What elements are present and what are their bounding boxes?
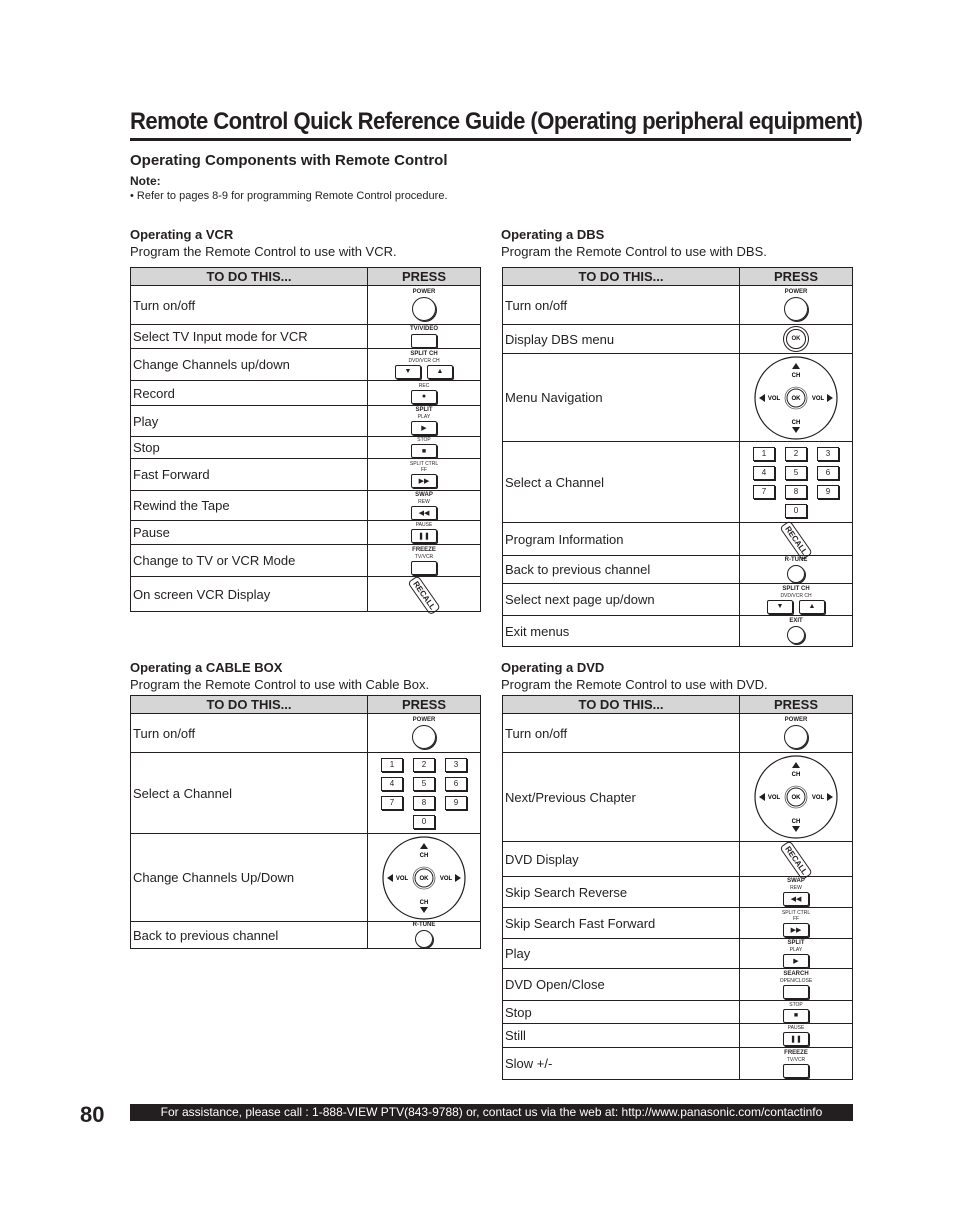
r-tune-button-icon	[787, 565, 805, 583]
section-heading: Operating Components with Remote Control	[130, 152, 448, 169]
button-sublabel: FF	[420, 467, 428, 473]
button-label: SWAP	[787, 878, 805, 884]
power-button-icon	[412, 725, 436, 749]
num-3-button-icon: 3	[445, 758, 467, 772]
play-button-icon: ▶	[411, 421, 437, 435]
vol-label: VOL	[811, 795, 825, 801]
num-3-button-icon: 3	[817, 447, 839, 461]
vol-label: VOL	[811, 395, 825, 402]
dbs-section	[501, 227, 853, 260]
stop-button-icon: ■	[411, 444, 437, 458]
rewind-button-icon: ◀◀	[783, 892, 809, 906]
table-cell: Select TV Input mode for VCR	[131, 325, 368, 349]
table-cell: Select a Channel	[503, 442, 740, 523]
number-pad	[381, 758, 467, 829]
button-label: R-TUNE	[784, 556, 808, 563]
vol-label: VOL	[439, 875, 453, 882]
num-8-button-icon: 8	[785, 485, 807, 499]
button-sublabel: FF	[792, 915, 800, 922]
button-label: POWER	[784, 717, 808, 723]
table-cell: Skip Search Fast Forward	[503, 908, 740, 939]
table-cell: Slow +/-	[503, 1048, 740, 1080]
open-close-button-icon	[783, 985, 809, 999]
button-sublabel: REC	[418, 382, 430, 389]
button-sublabel: TV/VCR	[414, 553, 434, 560]
dvd-table	[502, 695, 853, 1080]
ch-up-button-icon: ▲	[427, 365, 453, 379]
ch-label: CH	[419, 852, 429, 859]
power-button-icon	[412, 297, 436, 321]
table-cell: Exit menus	[503, 616, 740, 647]
button-label: SEARCH	[783, 970, 809, 977]
todo-header: TO DO THIS...	[131, 696, 368, 714]
dvd-desc: Program the Remote Control to use with DVD.	[501, 677, 768, 692]
todo-header: TO DO THIS...	[503, 268, 740, 286]
ok-button-icon: OK	[786, 329, 806, 349]
footer-assistance: For assistance, please call : 1-888-VIEW PTV(843-9788) or, contact us via the web at: http://www.panasonic.com/contactinfo	[130, 1104, 853, 1121]
ok-label: OK	[791, 795, 801, 801]
num-5-button-icon: 5	[413, 777, 435, 791]
num-6-button-icon: 6	[445, 777, 467, 791]
table-cell: Turn on/off	[131, 714, 368, 753]
button-sublabel: SPLIT CTRL	[409, 461, 439, 467]
num-2-button-icon: 2	[785, 447, 807, 461]
vcr-table	[130, 267, 481, 612]
button-label: POWER	[412, 717, 436, 723]
button-label: FREEZE	[412, 546, 436, 553]
button-label: EXIT	[789, 618, 803, 624]
press-header: PRESS	[740, 696, 853, 714]
stop-button-icon: ■	[783, 1009, 809, 1023]
button-sublabel: REW	[418, 498, 430, 505]
r-tune-button-icon	[415, 930, 433, 948]
table-cell: Stop	[131, 437, 368, 459]
cable-section	[130, 660, 482, 693]
ch-down-button-icon: ▼	[395, 365, 421, 379]
page-down-button-icon: ▼	[767, 600, 793, 614]
button-label: SWAP	[415, 491, 433, 498]
num-1-button-icon: 1	[753, 447, 775, 461]
press-header: PRESS	[740, 268, 853, 286]
num-2-button-icon: 2	[413, 758, 435, 772]
table-cell: Stop	[503, 1001, 740, 1024]
num-0-button-icon: 0	[413, 815, 435, 829]
cable-desc: Program the Remote Control to use with Cable Box.	[130, 677, 430, 692]
navigation-dial-icon	[381, 835, 467, 921]
recall-button-icon: RECALL	[779, 520, 813, 561]
ch-label: CH	[419, 899, 429, 906]
button-sublabel: PAUSE	[415, 522, 433, 528]
num-4-button-icon: 4	[381, 777, 403, 791]
num-4-button-icon: 4	[753, 466, 775, 480]
table-cell: Rewind the Tape	[131, 491, 368, 521]
press-header: PRESS	[368, 696, 481, 714]
button-sublabel: DVD/VCR CH	[408, 357, 440, 364]
button-sublabel: DVD/VCR CH	[780, 592, 812, 599]
cable-table	[130, 695, 481, 949]
button-label: POWER	[412, 289, 436, 295]
table-cell: Play	[503, 939, 740, 969]
number-pad	[753, 447, 839, 518]
ch-label: CH	[791, 372, 801, 379]
play-button-icon: ▶	[783, 954, 809, 968]
ok-label: OK	[419, 875, 429, 882]
todo-header: TO DO THIS...	[503, 696, 740, 714]
ok-label: OK	[791, 395, 801, 402]
table-cell: DVD Open/Close	[503, 969, 740, 1001]
button-sublabel: PLAY	[417, 414, 431, 420]
table-cell: Display DBS menu	[503, 325, 740, 354]
ch-label: CH	[791, 772, 801, 778]
table-cell: Turn on/off	[503, 714, 740, 753]
table-cell: On screen VCR Display	[131, 577, 368, 612]
button-label: POWER	[784, 289, 808, 295]
button-label: SPLIT CH	[410, 350, 438, 357]
button-sublabel: OPEN/CLOSE	[779, 977, 813, 984]
table-cell: Select a Channel	[131, 753, 368, 834]
power-button-icon	[784, 297, 808, 321]
page-title: Remote Control Quick Reference Guide (Operating peripheral equipment)	[130, 108, 863, 135]
fast-forward-button-icon: ▶▶	[783, 923, 809, 937]
tv-vcr-button-icon	[783, 1064, 809, 1078]
table-cell: Select next page up/down	[503, 584, 740, 616]
dvd-section	[501, 660, 853, 693]
recall-button-icon: RECALL	[407, 575, 441, 616]
num-7-button-icon: 7	[381, 796, 403, 810]
vol-label: VOL	[395, 875, 409, 882]
num-6-button-icon: 6	[817, 466, 839, 480]
dbs-table	[502, 267, 853, 647]
navigation-dial-icon	[753, 355, 839, 441]
button-label: R-TUNE	[412, 922, 436, 928]
table-cell: Back to previous channel	[131, 922, 368, 949]
dvd-title: Operating a DVD	[501, 660, 605, 675]
title-rule	[130, 138, 851, 141]
button-label: FREEZE	[784, 1049, 808, 1056]
note-label: Note:	[130, 174, 161, 188]
table-cell: DVD Display	[503, 842, 740, 877]
page-up-button-icon: ▲	[799, 600, 825, 614]
table-cell: Turn on/off	[503, 286, 740, 325]
button-label: SPLIT	[415, 407, 433, 413]
table-cell: Still	[503, 1024, 740, 1048]
pause-button-icon: ❚❚	[783, 1032, 809, 1046]
table-cell: Fast Forward	[131, 459, 368, 491]
num-9-button-icon: 9	[817, 485, 839, 499]
table-cell: Back to previous channel	[503, 556, 740, 584]
table-cell: Change Channels up/down	[131, 349, 368, 381]
num-1-button-icon: 1	[381, 758, 403, 772]
table-cell: Change Channels Up/Down	[131, 834, 368, 922]
button-sublabel: SPLIT CTRL	[781, 909, 811, 916]
recall-button-icon: RECALL	[779, 840, 813, 881]
page-number: 80	[80, 1102, 105, 1127]
table-cell: Record	[131, 381, 368, 406]
table-cell: Skip Search Reverse	[503, 877, 740, 908]
button-sublabel: PAUSE	[787, 1025, 805, 1031]
button-label: SPLIT CH	[782, 585, 810, 592]
dbs-title: Operating a DBS	[501, 227, 605, 242]
todo-header: TO DO THIS...	[131, 268, 368, 286]
num-0-button-icon: 0	[785, 504, 807, 518]
num-7-button-icon: 7	[753, 485, 775, 499]
button-sublabel: REW	[790, 885, 802, 891]
table-cell: Play	[131, 406, 368, 437]
rewind-button-icon: ◀◀	[411, 506, 437, 520]
tv-video-button-icon	[411, 334, 437, 348]
vcr-desc: Program the Remote Control to use with VCR.	[130, 244, 397, 259]
ch-label: CH	[791, 419, 801, 426]
table-cell: Next/Previous Chapter	[503, 753, 740, 842]
button-sublabel: PLAY	[789, 946, 803, 953]
exit-button-icon	[787, 626, 805, 644]
cable-title: Operating a CABLE BOX	[130, 660, 283, 675]
power-button-icon	[784, 725, 808, 749]
button-sublabel: STOP	[789, 1001, 803, 1008]
record-button-icon: ●	[411, 390, 437, 404]
button-label: TV/VIDEO	[409, 325, 438, 332]
table-cell: Menu Navigation	[503, 354, 740, 442]
button-sublabel: STOP	[417, 437, 431, 443]
dbs-desc: Program the Remote Control to use with DBS.	[501, 244, 767, 259]
navigation-dial-icon	[753, 754, 839, 840]
fast-forward-button-icon: ▶▶	[411, 474, 437, 488]
num-8-button-icon: 8	[413, 796, 435, 810]
button-label: SPLIT	[787, 939, 805, 946]
vcr-title: Operating a VCR	[130, 227, 234, 242]
pause-button-icon: ❚❚	[411, 529, 437, 543]
press-header: PRESS	[368, 268, 481, 286]
num-5-button-icon: 5	[785, 466, 807, 480]
table-cell: Turn on/off	[131, 286, 368, 325]
table-cell: Change to TV or VCR Mode	[131, 545, 368, 577]
tv-vcr-button-icon	[411, 561, 437, 575]
num-9-button-icon: 9	[445, 796, 467, 810]
note-text: • Refer to pages 8-9 for programming Remote Control procedure.	[130, 190, 448, 202]
table-cell: Program Information	[503, 523, 740, 556]
table-cell: Pause	[131, 521, 368, 545]
ch-label: CH	[791, 819, 801, 825]
vcr-section	[130, 227, 482, 260]
vol-label: VOL	[767, 395, 781, 402]
button-sublabel: TV/VCR	[786, 1056, 806, 1063]
vol-label: VOL	[767, 795, 781, 801]
